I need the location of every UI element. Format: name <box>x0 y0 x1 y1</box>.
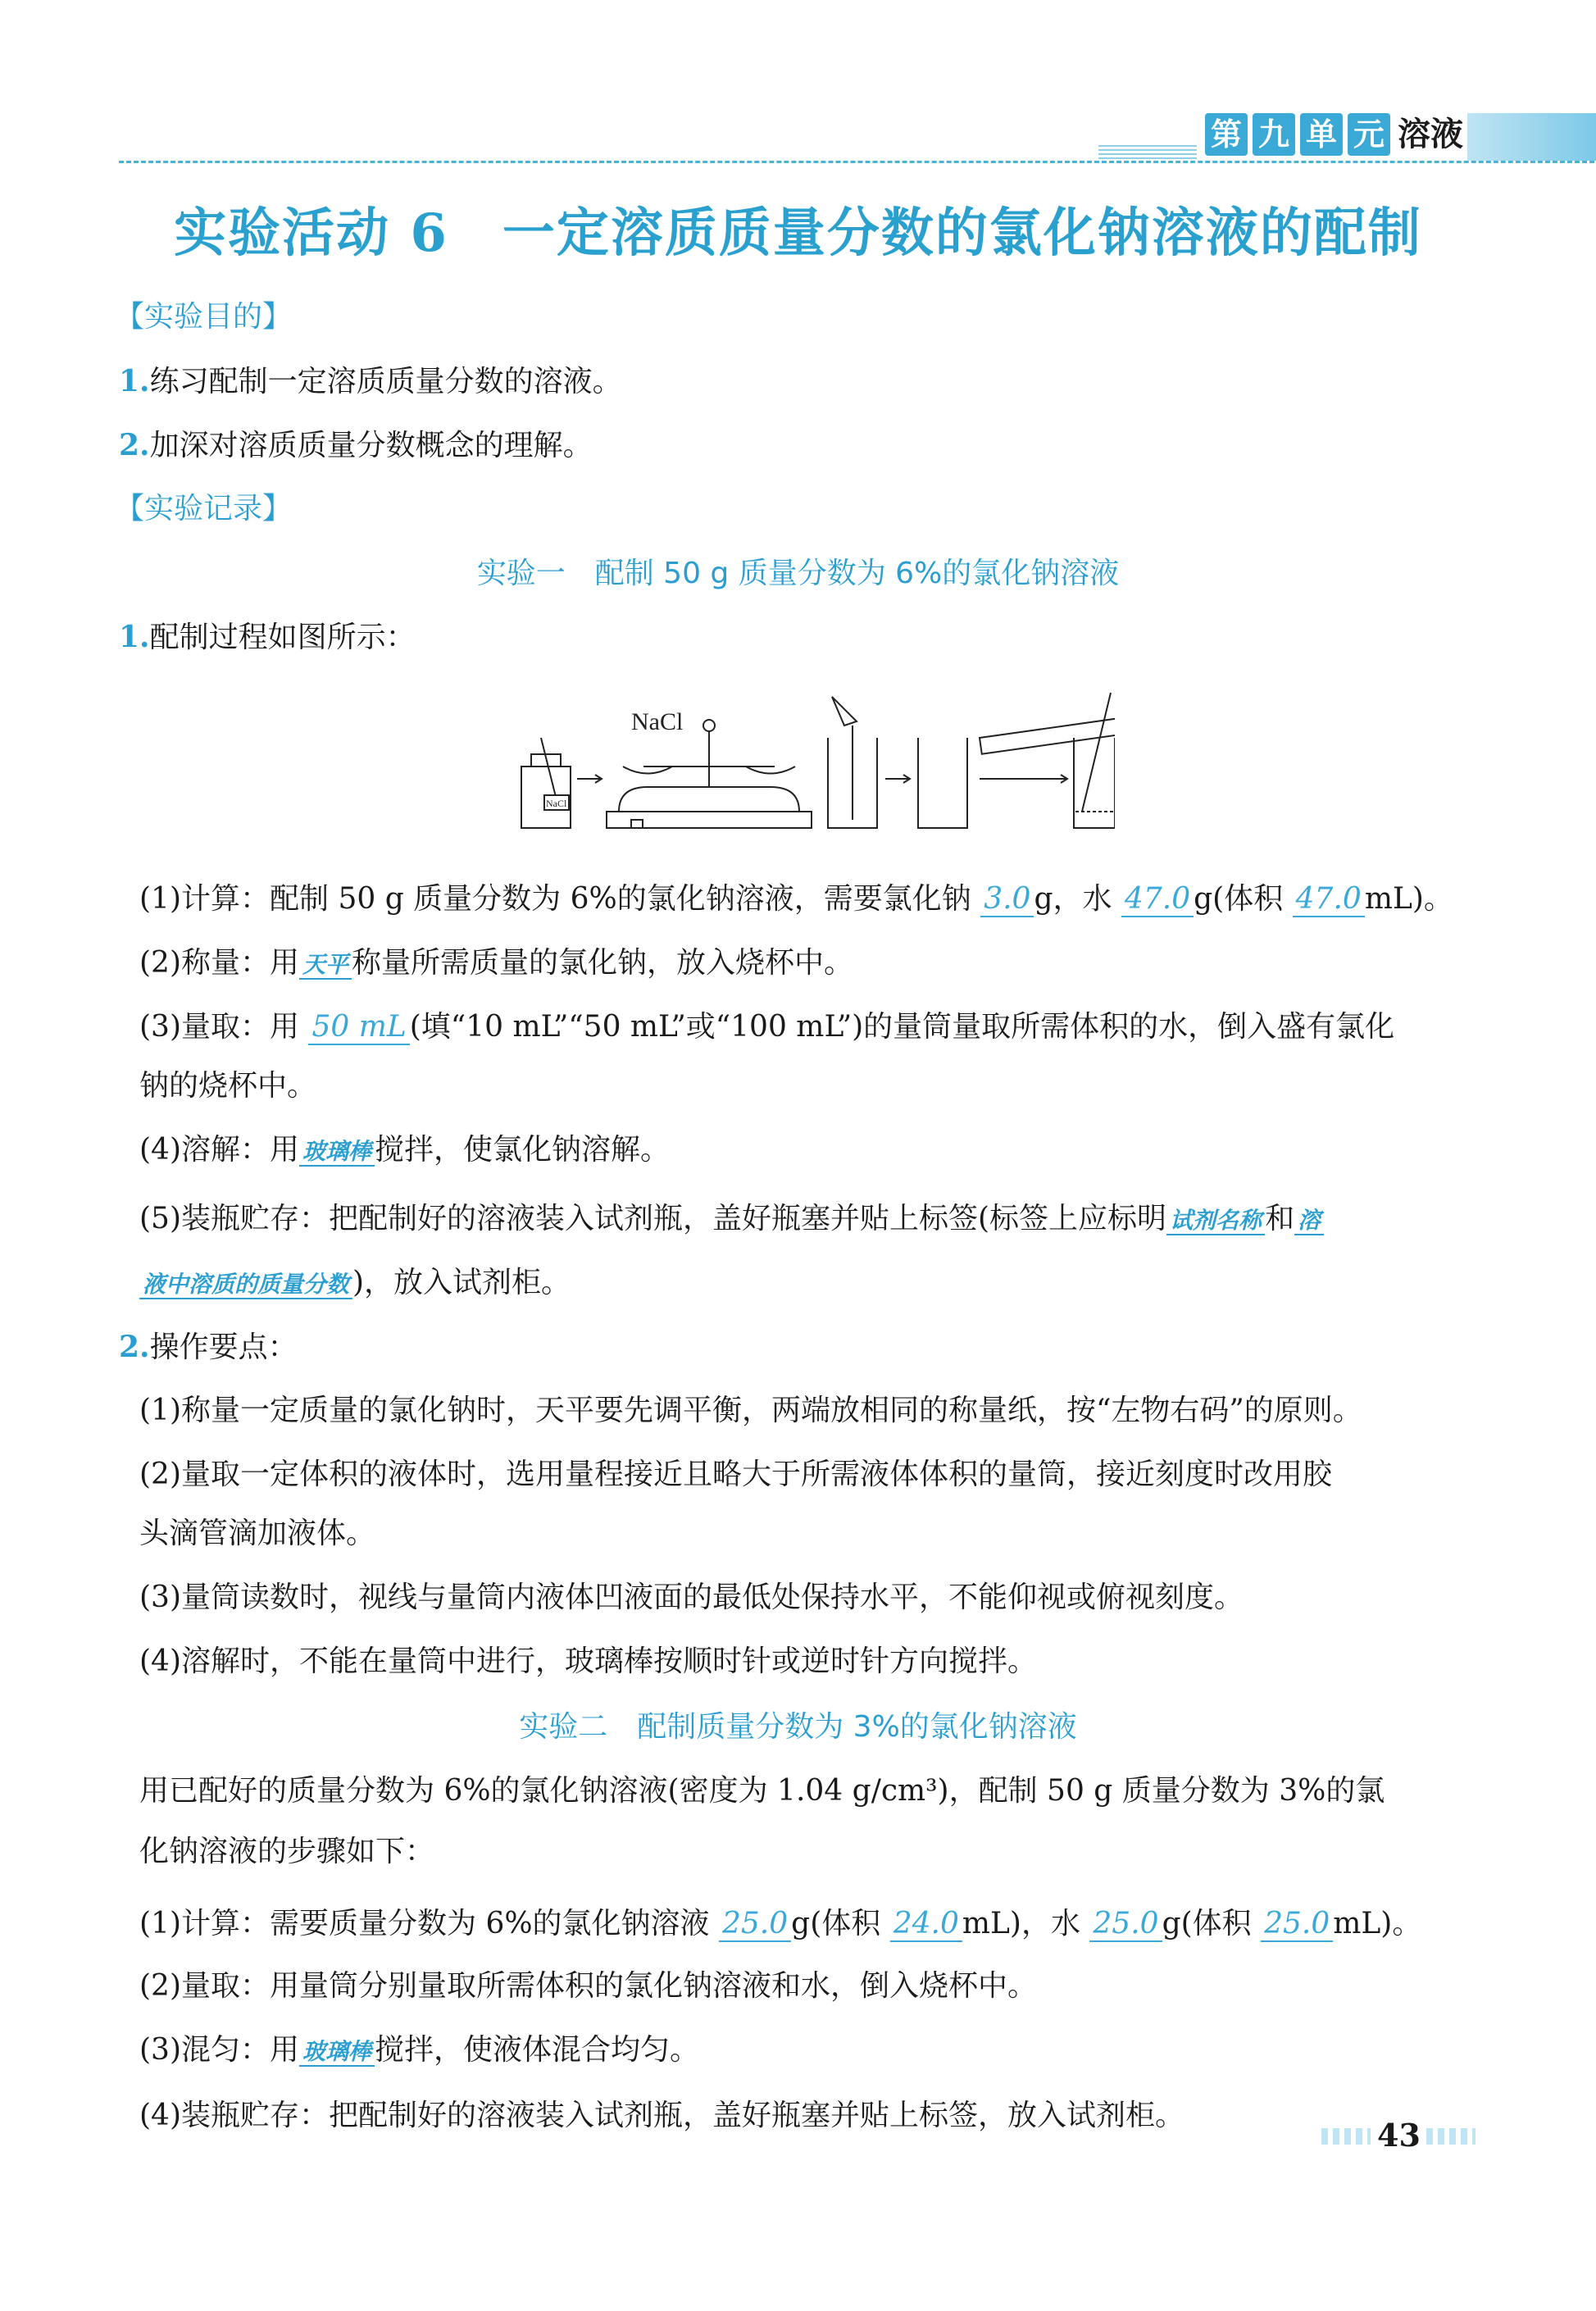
point-3: (3)量筒读数时，视线与量筒内液体凹液面的最低处保持水平，不能仰视或俯视刻度。 <box>139 1581 1244 1614</box>
exp1-q1 <box>139 879 1453 920</box>
graduated-cylinder <box>980 715 1115 754</box>
point-2: (2)量取一定体积的液体时，选用量程接近且略大于所需液体体积的量筒，接近刻度时改用胶 <box>139 1458 1332 1491</box>
exp1-step2 <box>119 1326 298 1368</box>
exp1-q3 <box>139 1007 1394 1048</box>
answer-mass-fraction-part2: 液中溶质的质量分数 <box>139 1271 352 1299</box>
beaker-2 <box>918 738 967 828</box>
q-text: mL)，水 <box>962 1907 1090 1940</box>
q-text: 搅拌，使氯化钠溶解。 <box>375 1133 671 1167</box>
q-text: g(体积 <box>1162 1907 1262 1940</box>
item-text: 加深对溶质质量分数概念的理解。 <box>149 429 593 462</box>
q-text: (3)量取：用 <box>139 1010 309 1044</box>
q-text: (5)装瓶贮存：把配制好的溶液装入试剂瓶，盖好瓶塞并贴上标签(标签上应标明 <box>139 1202 1167 1235</box>
step-text: 配制过程如图所示： <box>149 621 416 654</box>
step-number: 2. <box>119 1330 150 1364</box>
exp1-q3-cont: 钠的烧杯中。 <box>139 1069 317 1103</box>
exp1-q4 <box>139 1130 670 1172</box>
answer-balance: 天平 <box>299 951 352 980</box>
q-text: g，水 <box>1034 882 1121 916</box>
exp1-step1 <box>119 616 416 658</box>
q-text: (1)计算：需要质量分数为 6%的氯化钠溶液 <box>139 1907 719 1940</box>
q-text: mL)。 <box>1364 882 1453 916</box>
page-number-deco-left <box>1321 2128 1371 2145</box>
unit-char-4: 元 <box>1348 113 1390 156</box>
answer-glass-rod-2: 玻璃棒 <box>299 2038 375 2067</box>
exp1-q5-cont <box>139 1262 571 1305</box>
answer-nacl-mass: 3.0 <box>980 882 1034 917</box>
header-divider <box>119 161 1594 163</box>
answer-solution-mass: 25.0 <box>719 1907 791 1942</box>
purpose-tag: 【实验目的】 <box>115 300 293 334</box>
exp2-intro: 用已配好的质量分数为 6%的氯化钠溶液(密度为 1.04 g/cm³)，配制 50 g 质量分数为 3%的氯 <box>139 1774 1385 1808</box>
exp1-q5 <box>139 1199 1324 1241</box>
item-number: 2. <box>119 428 150 462</box>
unit-char-3: 单 <box>1300 113 1343 156</box>
page-number-deco-right <box>1426 2128 1476 2145</box>
q-text: mL)。 <box>1333 1907 1422 1940</box>
unit-char-1: 第 <box>1205 113 1248 156</box>
answer-solution-volume: 24.0 <box>890 1907 962 1942</box>
q-text: (2)称量：用 <box>139 946 299 980</box>
exp2-q2: (2)量取：用量筒分别量取所需体积的氯化钠溶液和水，倒入烧杯中。 <box>139 1969 1037 2003</box>
figure-label-nacl: NaCl <box>631 708 684 735</box>
item-number: 1. <box>119 364 150 398</box>
page-title: 实验活动 6 一定溶质质量分数的氯化钠溶液的配制 <box>174 202 1422 264</box>
item-text: 练习配制一定溶质质量分数的溶液。 <box>149 365 622 398</box>
step-number: 1. <box>119 620 150 654</box>
q-text: (3)混匀：用 <box>139 2033 299 2067</box>
header-stripes <box>1098 144 1197 159</box>
point-2-cont: 头滴管滴加液体。 <box>139 1517 376 1550</box>
beaker-3 <box>1074 738 1115 828</box>
q-text: 和 <box>1265 1202 1295 1235</box>
unit-name: 溶液 <box>1398 116 1463 153</box>
unit-char-2: 九 <box>1253 113 1295 156</box>
answer-glass-rod: 玻璃棒 <box>299 1138 375 1167</box>
header-band <box>1467 113 1596 161</box>
record-tag: 【实验记录】 <box>115 492 293 525</box>
answer-cylinder-size: 50 mL <box>308 1010 409 1045</box>
answer-water-mass: 47.0 <box>1121 882 1194 917</box>
purpose-item-1 <box>119 361 622 403</box>
answer-mass-fraction-part1: 溶 <box>1294 1207 1324 1235</box>
q-text: (4)溶解：用 <box>139 1133 299 1167</box>
answer-water-mass-2: 25.0 <box>1089 1907 1162 1942</box>
exp2-q3 <box>139 2030 699 2072</box>
point-4: (4)溶解时，不能在量筒中进行，玻璃棒按顺时针或逆时针方向搅拌。 <box>139 1645 1037 1678</box>
q-text: 搅拌，使液体混合均匀。 <box>375 2033 700 2067</box>
exp2-intro-cont: 化钠溶液的步骤如下： <box>139 1835 435 1868</box>
q-text: )，放入试剂柜。 <box>352 1266 571 1299</box>
exp2-q4: (4)装瓶贮存：把配制好的溶液装入试剂瓶，盖好瓶塞并贴上标签，放入试剂柜。 <box>139 2099 1184 2132</box>
answer-water-volume-2: 25.0 <box>1261 1907 1333 1942</box>
preparation-diagram <box>508 689 1115 836</box>
answer-reagent-name: 试剂名称 <box>1166 1207 1265 1235</box>
point-1: (1)称量一定质量的氯化钠时，天平要先调平衡，两端放相同的称量纸，按“左物右码”的原则。 <box>139 1394 1362 1427</box>
step-text: 操作要点： <box>149 1331 298 1364</box>
exp1-q2 <box>139 943 853 985</box>
q-text: g(体积 <box>791 1907 890 1940</box>
q-text: g(体积 <box>1194 882 1293 916</box>
q-text: (填“10 mL”“50 mL”或“100 mL”)的量筒量取所需体积的水，倒入盛有氯化 <box>409 1010 1395 1044</box>
q-text: 称量所需质量的氯化钠，放入烧杯中。 <box>352 946 854 980</box>
answer-water-volume: 47.0 <box>1293 882 1365 917</box>
exp2-q1 <box>139 1904 1421 1945</box>
exp2-title: 实验二 配制质量分数为 3%的氯化钠溶液 <box>519 1710 1077 1744</box>
bottle-label: NaCl <box>546 798 567 809</box>
q-text: (1)计算：配制 50 g 质量分数为 6%的氯化钠溶液，需要氯化钠 <box>139 882 981 916</box>
exp1-title: 实验一 配制 50 g 质量分数为 6%的氯化钠溶液 <box>476 557 1120 590</box>
page-number: 43 <box>1377 2117 1421 2154</box>
purpose-item-2 <box>119 425 593 466</box>
